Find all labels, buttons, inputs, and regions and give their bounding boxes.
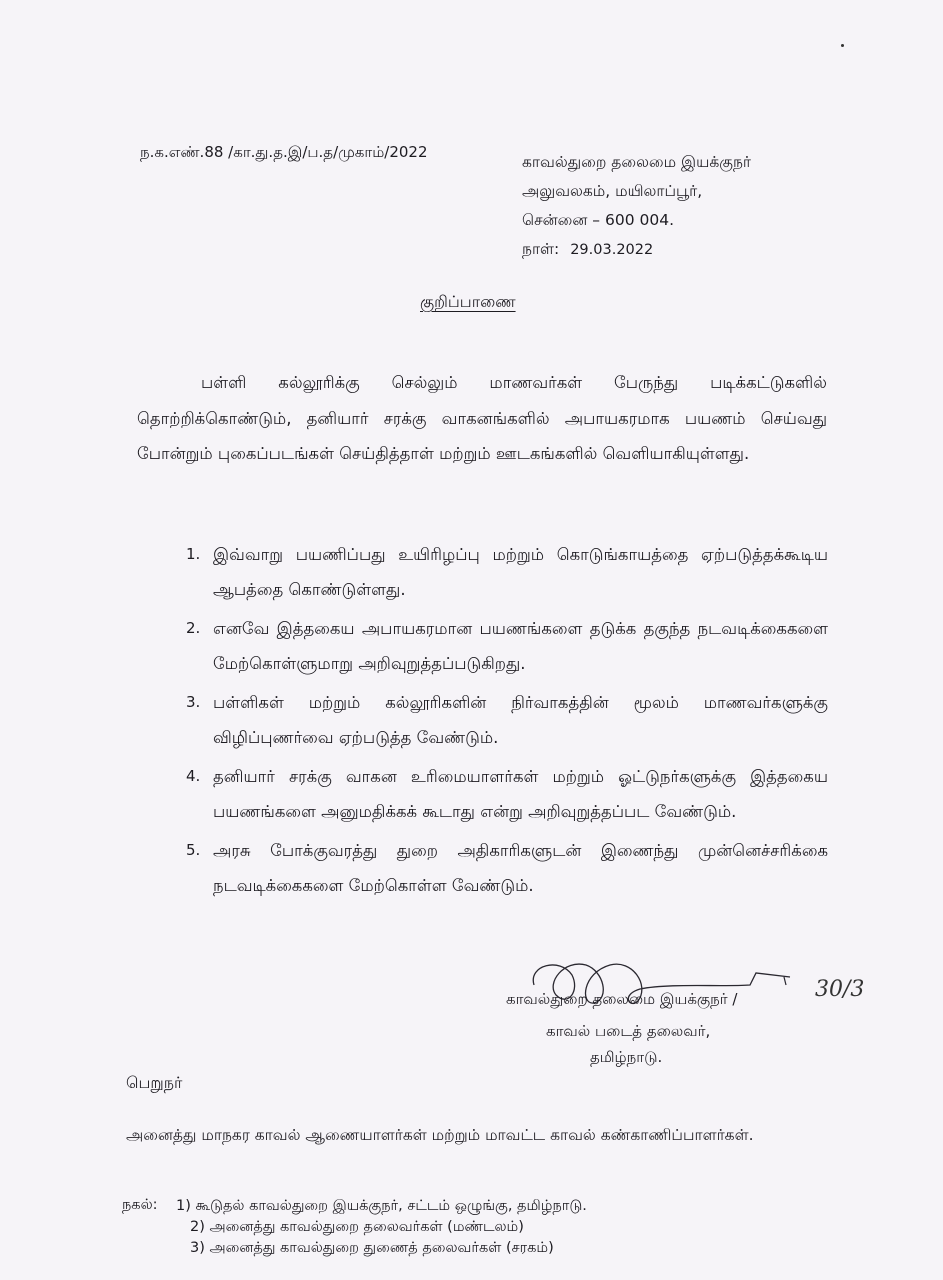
- item-number: 5.: [186, 841, 201, 859]
- list-item: [186, 759, 828, 829]
- list-item: [186, 833, 828, 903]
- item-text: தனியார் சரக்கு வாகன உரிமையாளர்கள் மற்றும் ஓட்டுநர்களுக்கு இத்தகைய பயணங்களை அனுமதிக்கக் கூடாது என்று அறிவுறுத்தப்பட வேண்டும்.: [213, 767, 828, 821]
- item-number: 3.: [186, 693, 201, 711]
- item-text: இவ்வாறு பயணிப்பது உயிரிழப்பு மற்றும் கொடுங்காயத்தை ஏற்படுத்தக்கூடிய ஆபத்தை கொண்டுள்ளது.: [213, 545, 828, 599]
- copy-label: நகல்:: [122, 1197, 158, 1213]
- list-item: [186, 611, 828, 681]
- list-item: [186, 537, 828, 607]
- item-number: 1.: [186, 545, 201, 563]
- item-number: 2.: [186, 619, 201, 637]
- date-label: நாள்:: [522, 240, 560, 258]
- recipient-text: அனைத்து மாநகர காவல் ஆணையாளர்கள் மற்றும் மாவட்ட காவல் கண்காணிப்பாளர்கள்.: [126, 1126, 754, 1144]
- list-item: [186, 685, 828, 755]
- points-list: [186, 537, 828, 905]
- copy-item: 1) கூடுதல் காவல்துறை இயக்குநர், சட்டம் ஒழுங்கு, தமிழ்நாடு.: [176, 1198, 587, 1214]
- item-text: பள்ளிகள் மற்றும் கல்லூரிகளின் நிர்வாகத்தின் மூலம் மாணவர்களுக்கு விழிப்புணர்வை ஏற்படுத்த வேண்டும்.: [213, 693, 828, 747]
- reference-number: ந.க.எண்.88 /கா.து.த.இ/ப.த/முகாம்/2022: [140, 143, 428, 161]
- office-address: [522, 148, 751, 264]
- recipient-label: பெறுநர்: [126, 1073, 183, 1092]
- copy-list: [176, 1196, 587, 1259]
- item-number: 4.: [186, 767, 201, 785]
- intro-paragraph: பள்ளி கல்லூரிக்கு செல்லும் மாணவர்கள் பேருந்து படிக்கட்டுகளில் தொற்றிக்கொண்டும், தனியார் சரக்கு வாகனங்களில் அபாயகரமாக பயணம் செய்வது போன்றும் புகைப்படங்கள் செய்தித்தாள் மற்றும் ஊடகங்களில் வெளியாகியுள்ளது.: [137, 373, 827, 463]
- item-text: அரசு போக்குவரத்து துறை அதிகாரிகளுடன் இணைந்து முன்னெச்சரிக்கை நடவடிக்கைகளை மேற்கொள்ள வேண்டும்.: [213, 841, 828, 895]
- date-value: 29.03.2022: [570, 242, 654, 258]
- signatory-title-1: காவல்துறை தலைமை இயக்குநர் /: [506, 990, 738, 1008]
- handwritten-date: 30/3: [815, 977, 865, 1002]
- item-text: எனவே இத்தகைய அபாயகரமான பயணங்களை தடுக்க தகுந்த நடவடிக்கைகளை மேற்கொள்ளுமாறு அறிவுறுத்தப்படுகிறது.: [213, 619, 828, 673]
- address-line-1: காவல்துறை தலைமை இயக்குநர்: [522, 153, 752, 171]
- copy-item: 2) அனைத்து காவல்துறை தலைவர்கள் (மண்டலம்): [190, 1219, 524, 1235]
- signatory-title-3: தமிழ்நாடு.: [590, 1048, 663, 1066]
- memo-subject: குறிப்பாணை: [420, 292, 516, 311]
- signatory-title-2: காவல் படைத் தலைவர்,: [546, 1022, 711, 1040]
- address-line-3: சென்னை – 600 004.: [522, 211, 675, 229]
- copy-item: 3) அனைத்து காவல்துறை துணைத் தலைவர்கள் (சரகம்): [190, 1240, 554, 1256]
- scan-speck: [841, 44, 844, 47]
- address-line-2: அலுவலகம், மயிலாப்பூர்,: [522, 182, 703, 200]
- date-line: [522, 235, 751, 264]
